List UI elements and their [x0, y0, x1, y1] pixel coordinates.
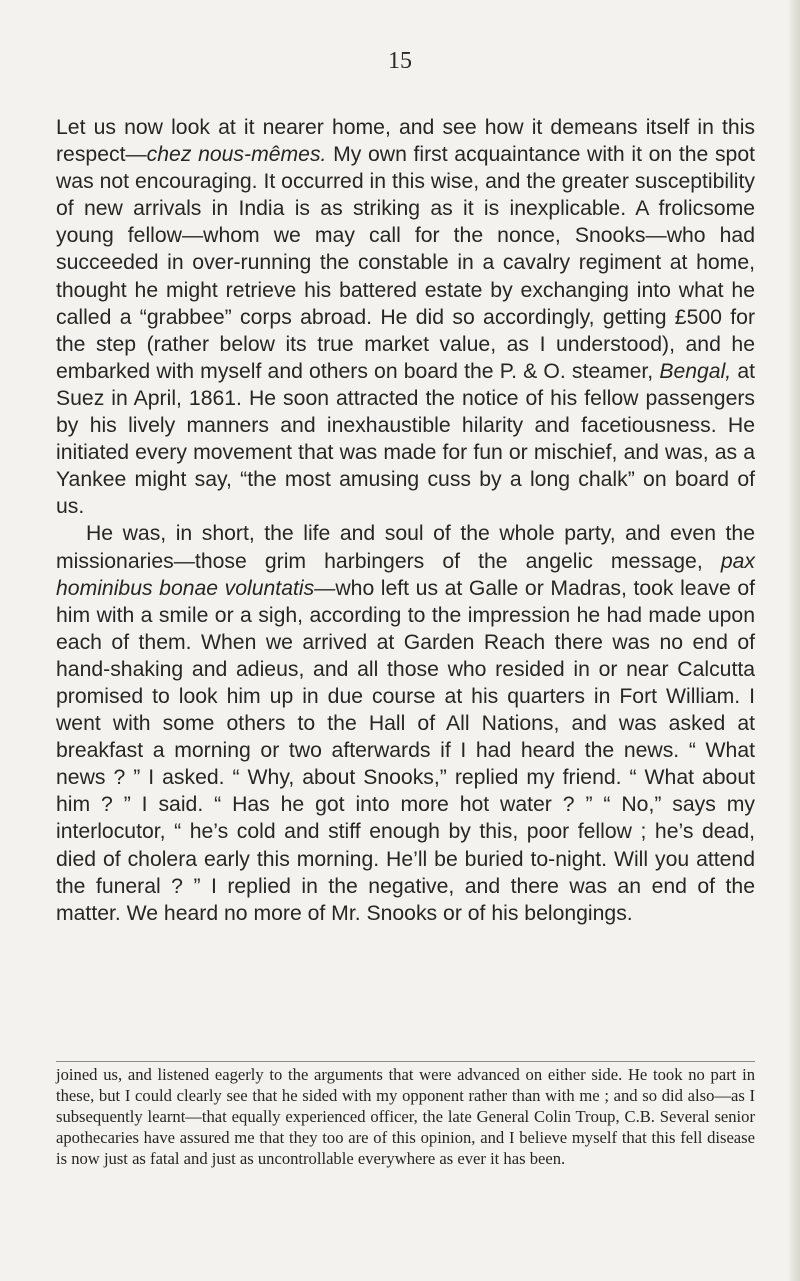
main-text [56, 114, 755, 927]
footnote [56, 1061, 755, 1169]
paragraph-2-text-a: He was, in short, the life and soul of the whole party, and even the missionaries—those grim harbingers of the angelic message, [56, 522, 755, 573]
footnote-text: joined us, and listened eagerly to the arguments that were advanced on either side. He took no part in these, but I could clearly see that he sided with my opponent rather than with me ; and so did also—as I subsequently learnt—that equally experienced officer, the late General Colin Troup, C.B. Several senior apothecaries have assured me that they too are of this opinion, and I believe myself that this fell disease is now just as fatal and just as uncontrollable everywhere as ever it has been. [56, 1065, 755, 1169]
paragraph-1-italic-phrase: chez nous-mêmes. [146, 143, 327, 167]
paragraph-2-text-b: —who left us at Galle or Madras, took leave of him with a smile or a sigh, according to the impression he had made upon each of them. When we arrived at Garden Reach there was no end of hand-shaking and adieus, and all those who resided in or near Calcutta promised to look him up in due course at his quarters in Fort William. I went with some others to the Hall of All Nations, and was asked at breakfast a morning or two afterwards if I had heard the news. “ What news ? ” I asked. “ Why, about Snooks,” replied my friend. “ What about him ? ” I said. “ Has he got into more hot water ? ” “ No,” says my interlocutor, “ he’s cold and stiff enough by this, poor fellow ; he’s dead, died of cholera early this morning. He’ll be buried to-night. Will you attend the funeral ? ” I replied in the negative, and there was an end of the matter. We heard no more of Mr. Snooks or of his belongings. [56, 576, 755, 925]
paragraph-1-text-c: at Suez in April, 1861. He soon attracted the notice of his fellow passengers by his lively manners and inexhaustible hilarity and facetiousness. He initiated every movement that was made for fun or mischief, and was, as a Yankee might say, “the most amusing cuss by a long chalk” on board of us. [56, 359, 756, 519]
page-edge-shadow [788, 0, 800, 1281]
paragraph-1-text-a: Let us now look at it nearer home, and see how it demeans itself in this respect— [56, 116, 755, 167]
paragraph-2 [56, 520, 755, 926]
page-number: 15 [388, 48, 412, 74]
ship-name: Bengal, [659, 359, 732, 383]
paragraph-1 [56, 114, 755, 520]
latin-phrase: pax hominibus bonae voluntatis [56, 549, 755, 600]
paragraph-1-text-b: My own first acquaintance with it on the spot was not encouraging. It occurred in this wise, and the greater susceptibility of new arrivals in India is as striking as it is inexplicable. A frolicsome young fellow—whom we may call for the nonce, Snooks—who had succeeded in over-running the constable in a cavalry regiment at home, thought he might retrieve his battered estate by exchanging into what he called a “grabbee” corps abroad. He did so accordingly, getting £500 for the step (rather below its true market value, as I understood), and he embarked with myself and others on board the P. & O. steamer, [56, 143, 755, 383]
